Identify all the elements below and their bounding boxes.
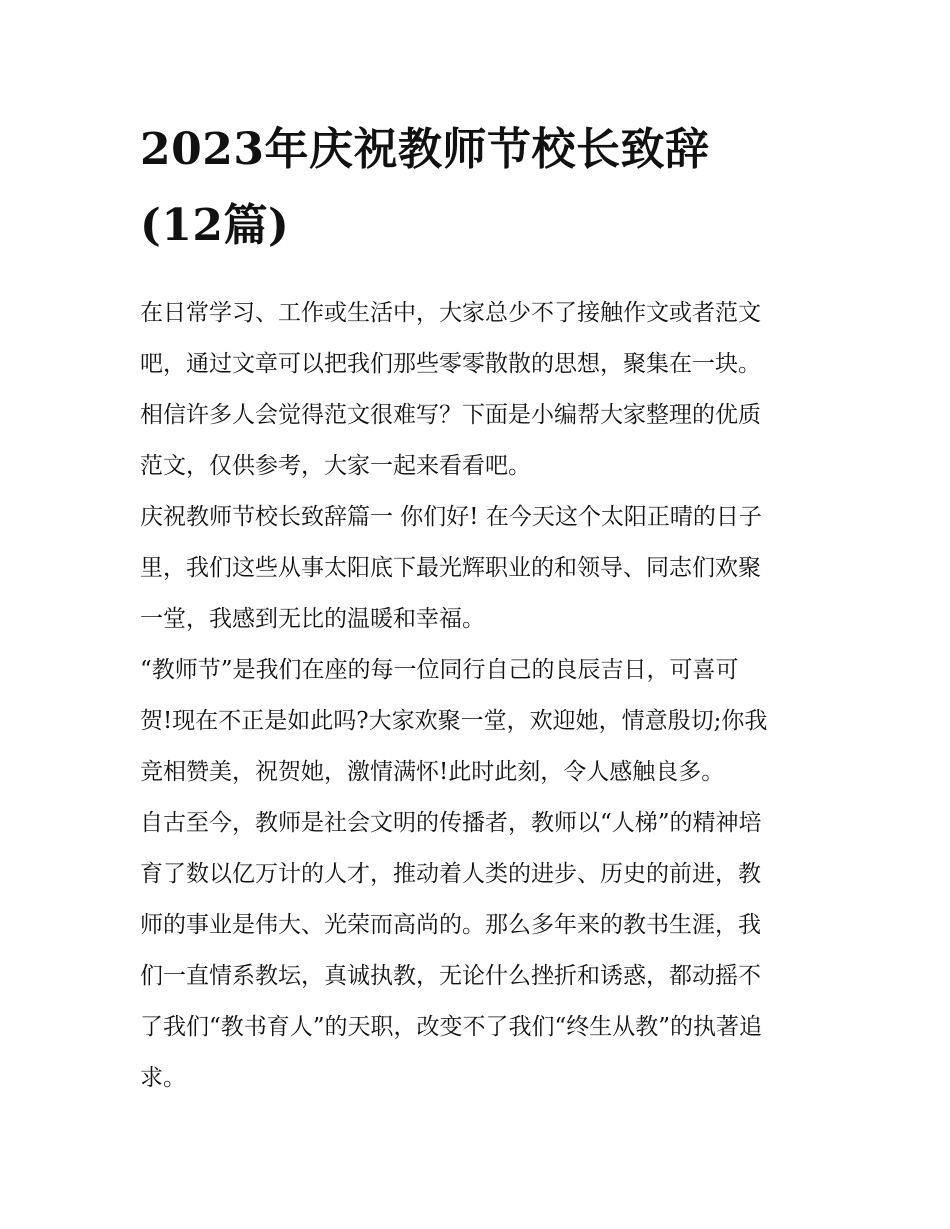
text-line: “教师节”是我们在座的每一位同行自己的良辰吉日，可喜可: [140, 657, 739, 683]
title-line: (12篇): [140, 200, 290, 251]
paragraph-speech-opening: [140, 492, 812, 645]
text-line: 相信许多人会觉得范文很难写？下面是小编帮大家整理的优质: [140, 402, 761, 428]
title-line: 2023年庆祝教师节校长致辞: [140, 124, 710, 175]
text-line: 师的事业是伟大、光荣而高尚的。那么多年来的教书生涯，我: [140, 912, 761, 938]
text-line: 范文，仅供参考，大家一起来看看吧。: [140, 453, 531, 479]
text-line: 育了数以亿万计的人才，推动着人类的进步、历史的前进，教: [140, 861, 761, 887]
text-line: 求。: [140, 1065, 186, 1091]
text-line: 里，我们这些从事太阳底下最光辉职业的和领导、同志们欢聚: [140, 555, 761, 581]
paragraph-teachers-day: [140, 645, 812, 798]
text-line: 贺!现在不正是如此吗?大家欢聚一堂，欢迎她，情意殷切;你我: [140, 708, 768, 734]
text-line: 竞相赞美，祝贺她，激情满怀!此时此刻，令人感触良多。: [140, 759, 725, 785]
text-line: 们一直情系教坛，真诚执教，无论什么挫折和诱惑，都动摇不: [140, 963, 761, 989]
document-title: [140, 112, 812, 264]
text-line: 自古至今，教师是社会文明的传播者，教师以“人梯”的精神培: [140, 810, 762, 836]
text-line: 吧，通过文章可以把我们那些零零散散的思想，聚集在一块。: [140, 351, 761, 377]
document-body: [140, 288, 812, 1104]
paragraph-teacher-role: [140, 798, 812, 1104]
text-line: 在日常学习、工作或生活中，大家总少不了接触作文或者范文: [140, 300, 761, 326]
paragraph-intro: [140, 288, 812, 492]
text-line: 庆祝教师节校长致辞篇一 你们好! 在今天这个太阳正晴的日子: [140, 504, 762, 530]
text-line: 了我们“教书育人”的天职，改变不了我们“终生从教”的执著追: [140, 1014, 763, 1040]
document-page: [140, 112, 812, 1104]
text-line: 一堂，我感到无比的温暖和幸福。: [140, 606, 485, 632]
